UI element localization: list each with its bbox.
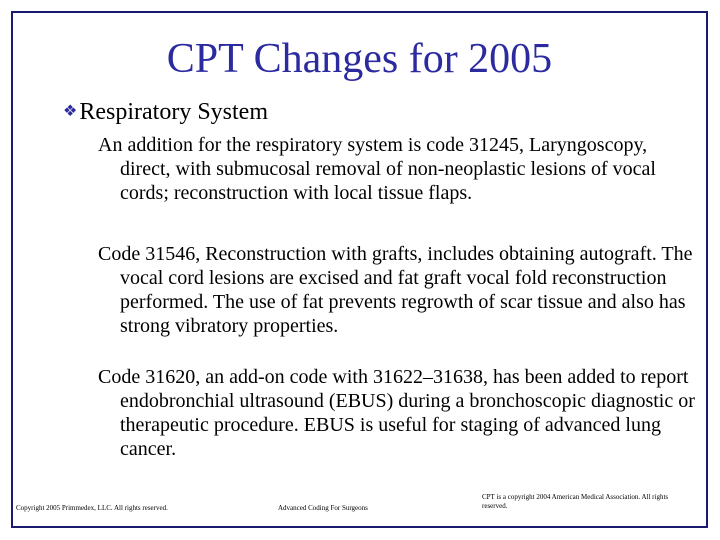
bullet-text: Respiratory System (79, 99, 268, 125)
paragraph-code-31546: Code 31546, Reconstruction with grafts, includes obtaining autograft. The vocal cord lesions are excised and fat graft vocal fold reconstruction performed. The use of fat prevents regrowth of scar tissue and also has strong vibratory properties. (98, 243, 693, 337)
diamond-bullet-icon: ❖ (63, 103, 78, 120)
slide-title: CPT Changes for 2005 (166, 36, 553, 82)
slide-frame (11, 11, 708, 528)
footer-copyright: Copyright 2005 Primmedex, LLC. All rights reserved. (16, 504, 168, 512)
footer-course-title: Advanced Coding For Surgeons (278, 504, 368, 512)
bullet-respiratory-system (63, 98, 268, 126)
paragraph-code-31245: An addition for the respiratory system is code 31245, Laryngoscopy, direct, with submucosal removal of non-neoplastic lesions of vocal cords; reconstruction with local tissue flaps. (98, 134, 656, 204)
footer-cpt-notice: CPT is a copyright 2004 American Medical Association. All rights reserved. (482, 493, 669, 510)
paragraph-code-31620: Code 31620, an add-on code with 31622–31638, has been added to report endobronchial ultrasound (EBUS) during a bronchoscopic diagnostic or therapeutic procedure. EBUS is useful for staging of advanced lung cancer. (98, 366, 695, 460)
